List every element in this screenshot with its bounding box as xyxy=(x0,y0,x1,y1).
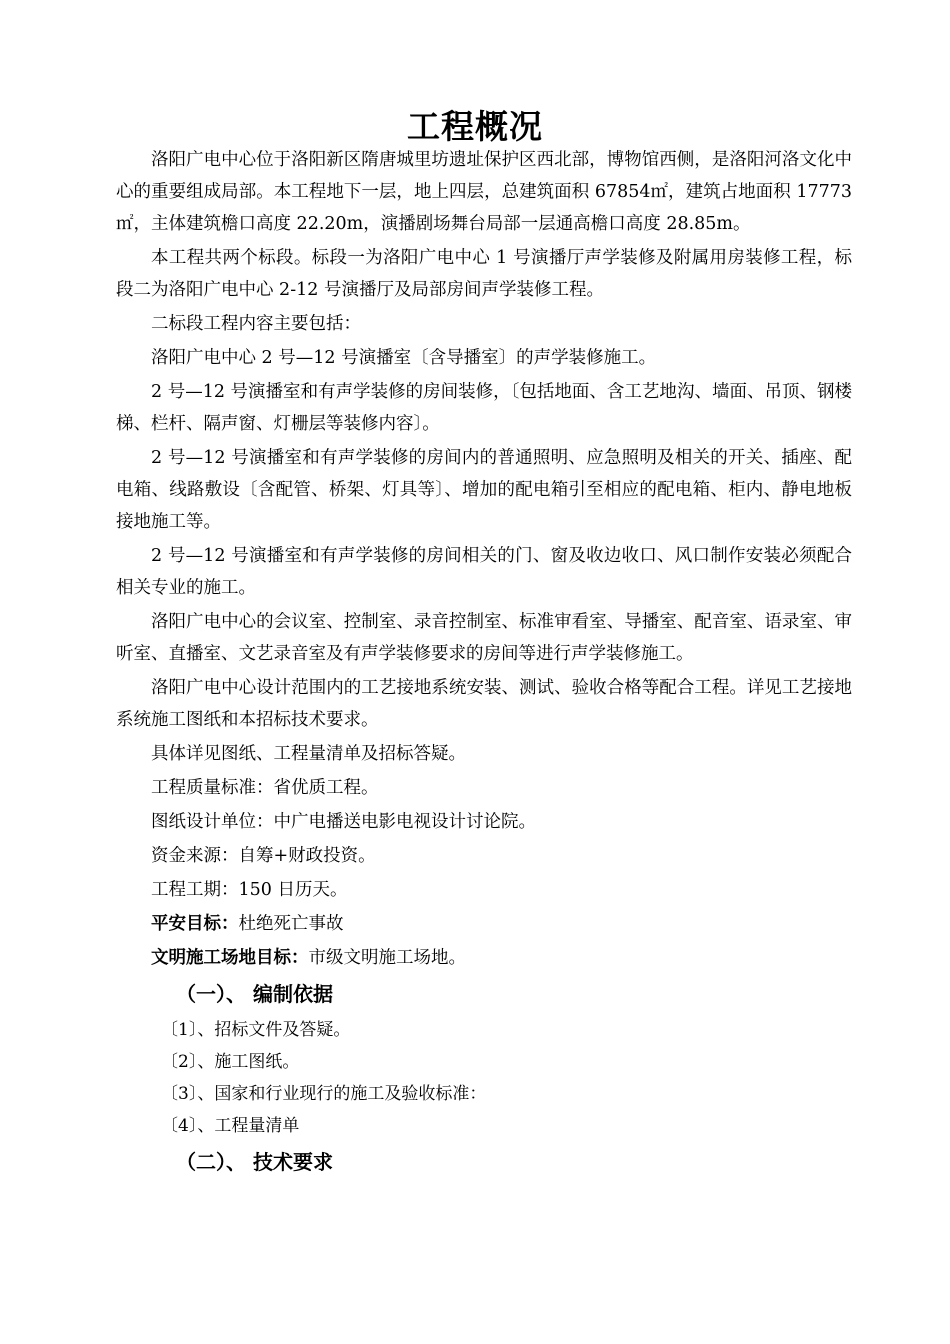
basis-item: 〔1〕、招标文件及答疑。 xyxy=(161,1020,351,1040)
paragraph-scope-electrical: 2 号—12 号演播室和有声学装修的房间内的普通照明、应急照明及相关的开关、插座、配电箱、线路敷设〔含配管、桥架、灯具等〕、增加的配电箱引至相应的配电箱、柜内、静电地板接地施工等。 xyxy=(116,448,852,532)
basis-item: 〔3〕、国家和行业现行的施工及验收标准： xyxy=(161,1084,487,1104)
paragraph-overview: 洛阳广电中心位于洛阳新区隋唐城里坊遗址保护区西北部，博物馆西侧，是洛阳河洛文化中心的重要组成局部。本工程地下一层，地上四层，总建筑面积 67854㎡，建筑占地面积 17773㎡，主体建筑檐口高度 22.20m，演播剧场舞台局部一层通高檐口高度 28.85m。 xyxy=(116,150,852,234)
safety-goal-value: 杜绝死亡事故 xyxy=(238,914,344,934)
paragraph-scope-rooms: 洛阳广电中心的会议室、控制室、录音控制室、标准审看室、导播室、配音室、语录室、审听室、直播室、文艺录音室及有声学装修要求的房间等进行声学装修施工。 xyxy=(116,612,852,664)
paragraph-safety-goal xyxy=(116,908,852,940)
paragraph-civilized-goal xyxy=(116,942,852,974)
paragraph-sections: 本工程共两个标段。标段一为洛阳广电中心 1 号演播厅声学装修及附属用房装修工程，标段二为洛阳广电中心 2-12 号演播厅及局部房间声学装修工程。 xyxy=(116,248,852,300)
paragraph-scope-grounding: 洛阳广电中心设计范围内的工艺接地系统安装、测试、验收合格等配合工程。详见工艺接地系统施工图纸和本招标技术要求。 xyxy=(116,678,852,730)
paragraph-details: 具体详见图纸、工程量清单及招标答疑。 xyxy=(151,744,466,764)
paragraph-scope-decoration: 2 号—12 号演播室和有声学装修的房间装修，〔包括地面、含工艺地沟、墙面、吊顶、钢楼梯、栏杆、隔声窗、灯栅层等装修内容〕。 xyxy=(116,382,852,434)
paragraph-scope-intro: 二标段工程内容主要包括： xyxy=(151,314,361,334)
paragraph-quality: 工程质量标准：省优质工程。 xyxy=(151,778,379,798)
civilized-goal-label: 文明施工场地目标： xyxy=(151,948,309,968)
basis-item: 〔4〕、工程量清单 xyxy=(161,1116,300,1136)
basis-item: 〔2〕、施工图纸。 xyxy=(161,1052,300,1072)
paragraph-designer: 图纸设计单位：中广电播送电影电视设计讨论院。 xyxy=(151,812,536,832)
civilized-goal-value: 市级文明施工场地。 xyxy=(308,948,466,968)
safety-goal-label: 平安目标： xyxy=(151,914,239,934)
section-heading-technical: （二）、 技术要求 xyxy=(176,1150,333,1174)
paragraph-funding: 资金来源：自筹+财政投资。 xyxy=(151,846,376,866)
paragraph-duration: 工程工期：150 日历天。 xyxy=(151,880,348,900)
section-heading-basis: （一）、 编制依据 xyxy=(176,982,333,1006)
page-title: 工程概况 xyxy=(407,107,543,146)
paragraph-scope-studios: 洛阳广电中心 2 号—12 号演播室〔含导播室〕的声学装修施工。 xyxy=(151,348,657,368)
document-body xyxy=(116,144,852,1182)
paragraph-scope-doors-windows: 2 号—12 号演播室和有声学装修的房间相关的门、窗及收边收口、风口制作安装必须配合相关专业的施工。 xyxy=(116,546,852,598)
